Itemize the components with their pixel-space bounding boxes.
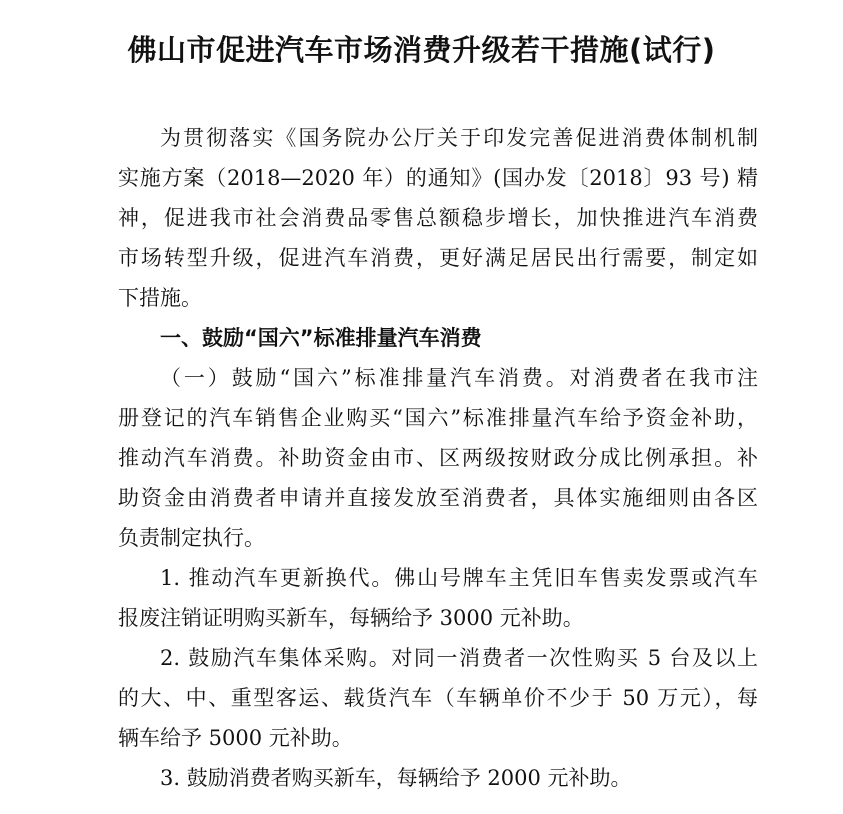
paragraph-line: （一）鼓励“国六”标准排量汽车消费。对消费者在我市注 <box>160 366 758 390</box>
paragraph-line: 助资金由消费者申请并直接发放至消费者，具体实施细则由各区 <box>118 486 758 510</box>
paragraph-line: 册登记的汽车销售企业购买“国六”标准排量汽车给予资金补助， <box>118 406 758 430</box>
paragraph-line: 下措施。 <box>118 286 202 310</box>
paragraph-line: 负责制定执行。 <box>118 526 265 550</box>
paragraph-line: 市场转型升级，促进汽车消费，更好满足居民出行需要，制定如 <box>118 246 758 270</box>
list-item-line: 2. 鼓励汽车集体采购。对同一消费者一次性购买 5 台及以上 <box>160 646 758 670</box>
list-item-line: 1. 推动汽车更新换代。佛山号牌车主凭旧车售卖发票或汽车 <box>160 566 758 590</box>
paragraph-line: 神，促进我市社会消费品零售总额稳步增长，加快推进汽车消费 <box>118 206 758 230</box>
document-body <box>118 118 758 798</box>
list-item-line: 的大、中、重型客运、载货汽车（车辆单价不少于 50 万元），每 <box>118 686 758 710</box>
list-item-line: 辆车给予 5000 元补助。 <box>118 726 353 750</box>
paragraph-line: 推动汽车消费。补助资金由市、区两级按财政分成比例承担。补 <box>118 446 758 470</box>
document-title: 佛山市促进汽车市场消费升级若干措施(试行) <box>127 33 716 67</box>
list-item-line: 报废注销证明购买新车，每辆给予 3000 元补助。 <box>118 606 584 630</box>
paragraph-line: 为贯彻落实《国务院办公厅关于印发完善促进消费体制机制 <box>160 126 758 150</box>
paragraph-line: 实施方案（2018—2020 年）的通知》(国办发〔2018〕93 号) 精 <box>118 166 758 190</box>
list-item-line: 3. 鼓励消费者购买新车，每辆给予 2000 元补助。 <box>160 766 632 790</box>
section-heading: 一、鼓励“国六”标准排量汽车消费 <box>160 326 482 350</box>
